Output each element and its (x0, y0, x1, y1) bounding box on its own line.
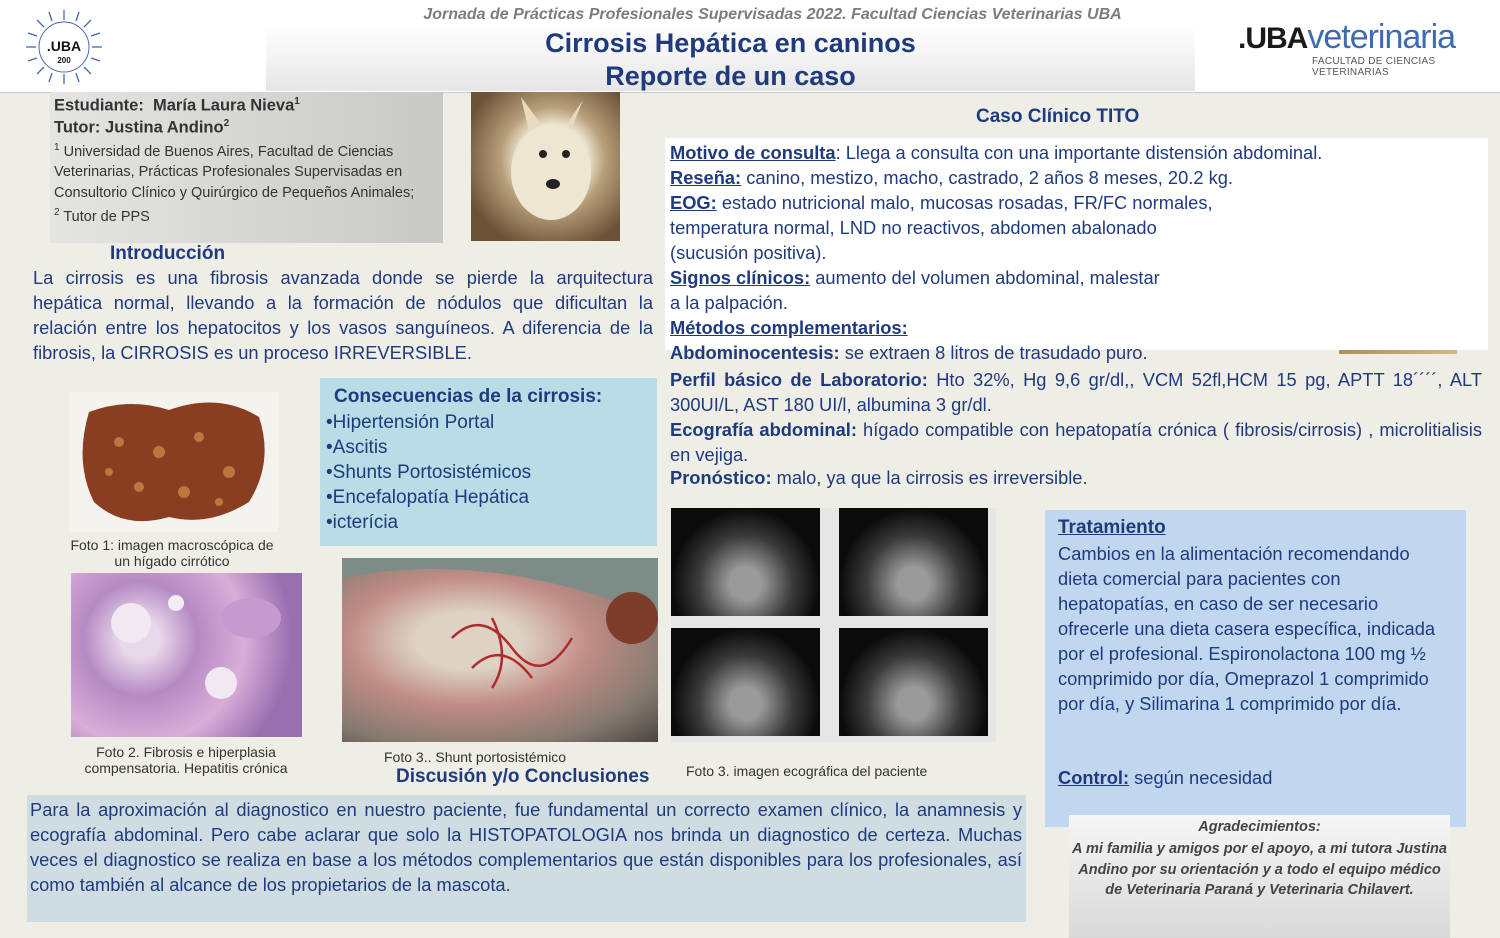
svg-text:.UBA: .UBA (46, 38, 82, 54)
conference-name: Jornada de Prácticas Profesionales Supervisadas 2022. Facultad Ciencias Veterinarias UBA (423, 6, 1122, 23)
list-item: •Encefalopatía Hepática (326, 487, 530, 508)
discussion-text: Para la aproximación al diagnostico en nuestro paciente, fue fundamental un correcto examen clínico, la anamnesis y ecografía abdominal. Pero cabe aclarar que solo la HISTOPATOLOGIA nos brinda un diagnostico de certeza. Muchas veces el diagnostico se realiza en base a los métodos complementarios que están disponibles para los profesionales, así como también al alcance de los propietarios de la mascota. (30, 799, 1022, 895)
discussion-heading: Discusión y/o Conclusiones (396, 766, 650, 787)
list-item: •Hipertensión Portal (326, 412, 495, 433)
photo1-caption: Foto 1: imagen macroscópica de un hígado cirrótico (70, 537, 274, 569)
uba-200-logo (18, 8, 110, 86)
uba-veterinaria-logo: .UBAveterinaria FACULTAD DE CIENCIAS VETERINARIAS (1238, 18, 1456, 78)
case-title: Caso Clínico TITO (976, 106, 1140, 127)
ultrasound-image (839, 628, 988, 736)
acknowledgements-heading: Agradecimientos: (1198, 819, 1321, 835)
poster-title: Cirrosis Hepática en caninos (545, 28, 916, 58)
tutor-line: Tutor: Justina Andino$^2$ (54, 118, 230, 137)
pronostico-line: Pronóstico: malo, ya que la cirrosis es irreversible. (670, 467, 1088, 488)
consequences-heading: Consecuencias de la cirrosis: (334, 386, 603, 407)
list-item: •Ascitis (326, 437, 388, 458)
signos-line: Signos clínicos: aumento del volumen abdominal, malestar (670, 267, 1160, 288)
eog-line-2: temperatura normal, LND no reactivos, abdomen abalonado (670, 217, 1157, 238)
ecografia-line: Ecografía abdominal: hígado compatible con hepatopatía crónica ( fibrosis/cirrosis) , microlitialisis en vejiga. (670, 419, 1482, 465)
eog-line-3: (sucusión positiva). (670, 242, 827, 263)
svg-text:200: 200 (57, 56, 71, 65)
histology-photo (71, 573, 302, 737)
affiliations: $^1$ Universidad de Buenos Aires, Facultad de Ciencias Veterinarias, Prácticas Profesionales Supervisadas en Consultorio Clínico y Quirúrgico de Pequeños Animales; $^2$ Tutor de PPS (54, 142, 415, 226)
list-item: •icterícia (326, 512, 399, 533)
signos-line-2: a la palpación. (670, 292, 788, 313)
motivo-line: Motivo de consulta: Llega a consulta con una importante distensión abdominal. (670, 142, 1323, 163)
treatment-text: Cambios en la alimentación recomendando dieta comercial para pacientes con hepatopatías, en caso de ser necesario ofrecerle una dieta casera específica, indicada por el profesional. Espironolactona 100 mg ½ comprimido por día, Omeprazol 1 comprimido por día, y Silimarina 1 comprimido por día. (1058, 543, 1436, 714)
list-item: •Shunts Portosistémicos (326, 462, 532, 483)
resena-line: Reseña: canino, mestizo, macho, castrado, 2 años 8 meses, 20.2 kg. (670, 167, 1233, 188)
ultrasound-image (671, 628, 820, 736)
cirrhotic-liver-photo (69, 392, 278, 532)
poster-subtitle: Reporte de un caso (605, 61, 856, 91)
photo2-caption: Foto 2. Fibrosis e hiperplasia compensatoria. Hepatitis crónica (84, 744, 288, 776)
shunt-photo (342, 558, 658, 742)
treatment-heading: Tratamiento (1058, 517, 1166, 538)
photo3-caption: Foto 3.. Shunt portosistémico (384, 749, 567, 765)
ultrasound-images (671, 508, 996, 742)
abdominocentesis-line: Abdominocentesis: se extraen 8 litros de trasudado puro. (670, 342, 1148, 363)
ultrasound-image (671, 508, 820, 616)
intro-text: La cirrosis es una fibrosis avanzada donde se pierde la arquitectura hepática normal, llevando a la formación de nódulos que dificultan la relación entre los hepatocitos y los vasos sanguíneos. A diferencia de la fibrosis, la CIRROSIS es un proceso IRREVERSIBLE. (33, 267, 653, 363)
eog-line: EOG: estado nutricional malo, mucosas rosadas, FR/FC normales, (670, 192, 1213, 213)
dog-photo (471, 92, 620, 241)
intro-heading: Introducción (110, 243, 226, 264)
acknowledgements-text: A mi familia y amigos por el apoyo, a mi tutora Justina Andino por su orientación y a todo el equipo médico de Veterinaria Paraná y Veterinaria Chilavert. (1072, 841, 1447, 898)
ultrasound-image (839, 508, 988, 616)
perfil-line: Perfil básico de Laboratorio: Hto 32%, Hg 9,6 gr/dl,, VCM 52fl,HCM 15 pg, APTT 18´´´´, ALT 300UI/L, AST 180 UI/l, albumina 3 gr/dl. (670, 369, 1483, 415)
metodos-heading: Métodos complementarios: (670, 317, 908, 338)
ultrasound-caption: Foto 3. imagen ecográfica del paciente (686, 763, 928, 779)
consequences-list (326, 410, 531, 535)
student-line: Estudiante: María Laura Nieva$^1$ (54, 96, 300, 115)
control-line: Control: según necesidad (1058, 767, 1273, 788)
